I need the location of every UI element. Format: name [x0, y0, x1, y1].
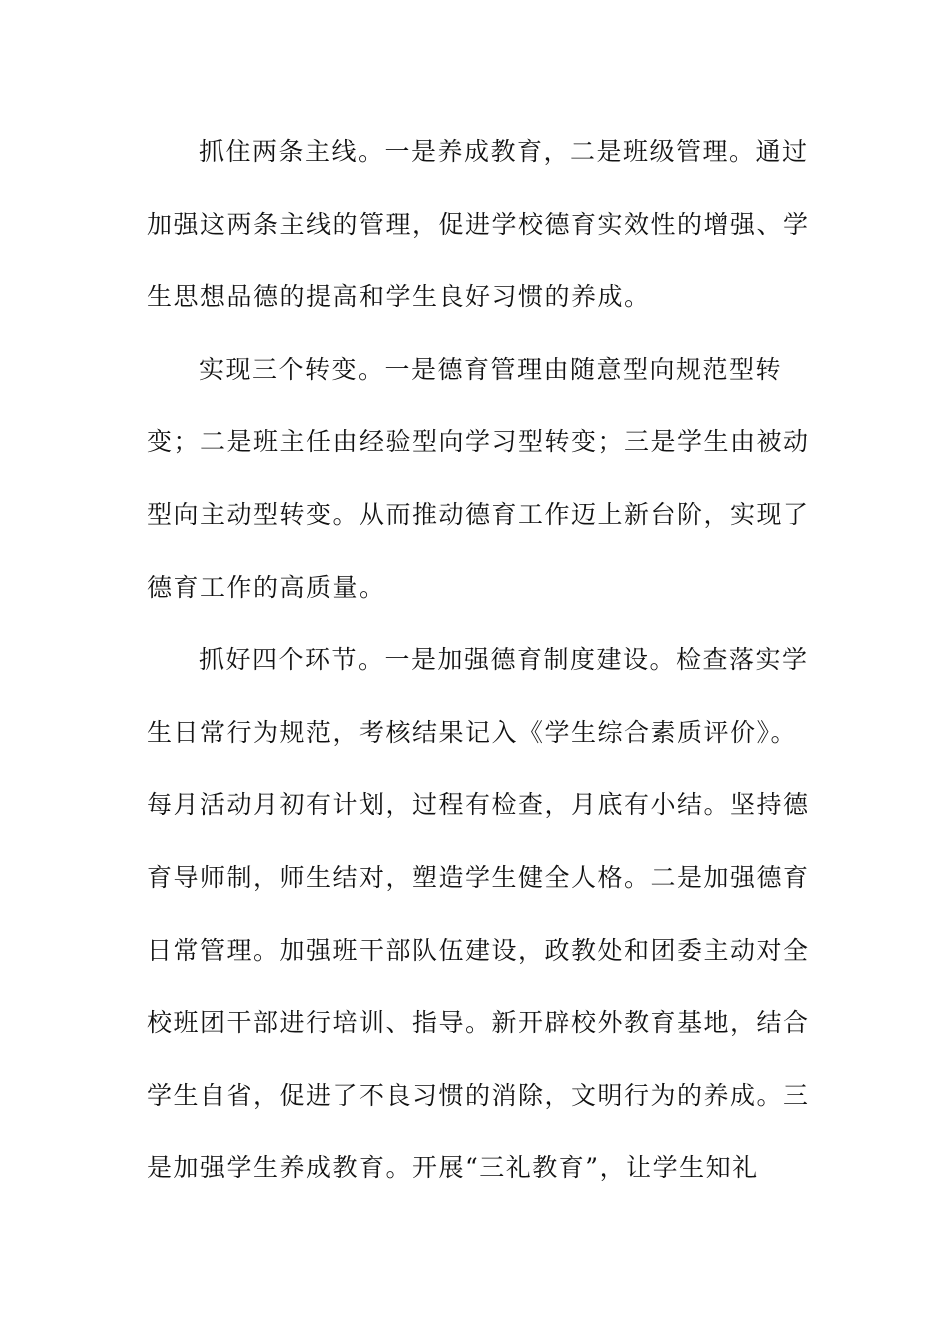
text-line: 抓住两条主线。一是养成教育，二是班级管理。通过: [199, 137, 809, 166]
document-body: [147, 116, 810, 1205]
text-line: 学生自省，促进了不良习惯的消除，文明行为的养成。三: [147, 1080, 810, 1110]
text-line: 变；二是班主任由经验型向学习型转变；三是学生由被动: [147, 427, 810, 457]
text-line: 每月活动月初有计划，过程有检查，月底有小结。坚持德: [147, 790, 810, 820]
text-line: 实现三个转变。一是德育管理由随意型向规范型转: [199, 354, 783, 384]
text-line: 型向主动型转变。从而推动德育工作迈上新台阶，实现了: [147, 499, 810, 529]
text-line: 校班团干部进行培训、指导。新开辟校外教育基地，结合: [147, 1008, 810, 1038]
text-line: 加强这两条主线的管理，促进学校德育实效性的增强、学: [147, 209, 810, 239]
paragraph-four-links: [147, 624, 810, 1205]
paragraph-two-main-lines: [147, 116, 810, 334]
text-line: 生日常行为规范，考核结果记入《学生综合素质评价》。: [147, 717, 798, 747]
text-line: 生思想品德的提高和学生良好习惯的养成。: [147, 282, 651, 312]
text-line: 日常管理。加强班干部队伍建设，政教处和团委主动对全: [147, 935, 810, 965]
text-line: 是加强学生养成教育。开展“三礼教育”，让学生知礼: [147, 1153, 759, 1183]
text-line: 抓好四个环节。一是加强德育制度建设。检查落实学: [199, 645, 809, 675]
paragraph-three-transformations: [147, 334, 810, 624]
text-line: 育导师制，师生结对，塑造学生健全人格。二是加强德育: [147, 862, 810, 892]
text-line: 德育工作的高质量。: [147, 572, 386, 602]
